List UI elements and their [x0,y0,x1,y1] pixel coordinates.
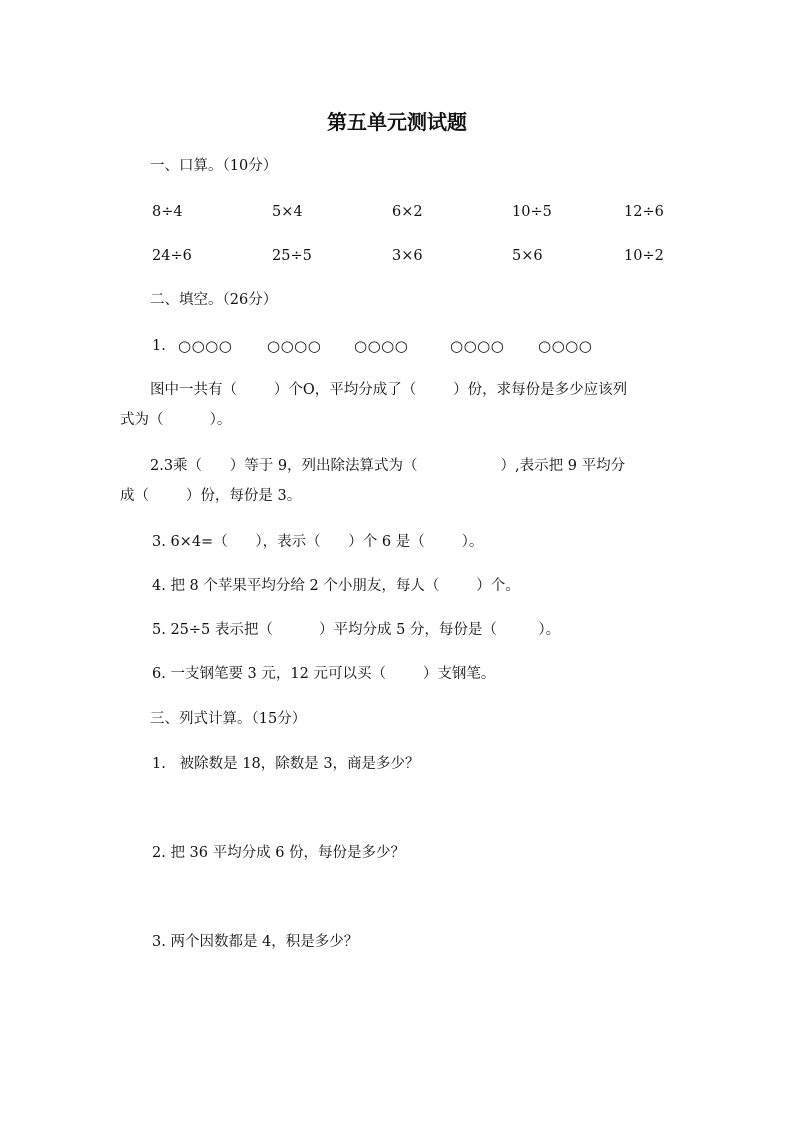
calc-item: 25÷5 [272,248,312,264]
section3-heading: 三、列式计算。（15分） [150,711,307,727]
calc-item: 24÷6 [152,248,192,264]
question-text: 6. 一支钢笔要 3 元，12 元可以买（ ）支钢笔。 [152,666,496,682]
calc-item: 10÷2 [624,248,664,264]
question-text: 2.3乘（ ）等于 9，列出除法算式为（ ）,表示把 9 平均分 [150,458,626,474]
section2-heading: 二、填空。（26分） [150,292,278,308]
question-text: 4. 把 8 个苹果平均分给 2 个小朋友，每人（ ）个。 [152,578,520,594]
circle-group: ○○○○ [450,337,505,355]
question-text: 式为（ ）。 [120,412,232,428]
calc-item: 8÷4 [152,204,183,220]
circle-group: ○○○○ [267,337,322,355]
question-text: 3. 两个因数都是 4，积是多少？ [152,934,359,950]
circle-group: ○○○○ [354,337,409,355]
calc-item: 10÷5 [512,204,552,220]
calc-item: 5×4 [272,204,303,220]
question-number: 1. [152,338,166,354]
question-text: 1. 被除数是 18，除数是 3，商是多少？ [152,756,420,772]
section1-heading: 一、口算。（10分） [150,158,278,174]
calc-item: 3×6 [392,248,423,264]
question-text: 图中一共有（ ）个O，平均分成了（ ）份，求每份是多少应该列 [150,382,628,398]
question-text: 成（ ）份，每份是 3。 [120,488,302,504]
circle-group: ○○○○ [538,337,593,355]
circle-group: ○○○○ [178,337,233,355]
question-text: 3. 6×4=（ ），表示（ ）个 6 是（ ）。 [152,534,484,550]
page-title: 第五单元测试题 [327,110,467,134]
question-text: 5. 25÷5 表示把（ ）平均分成 5 分，每份是（ ）。 [152,622,561,638]
question-text: 2. 把 36 平均分成 6 份，每份是多少？ [152,845,406,861]
calc-item: 12÷6 [624,204,664,220]
calc-item: 6×2 [392,204,423,220]
calc-item: 5×6 [512,248,543,264]
